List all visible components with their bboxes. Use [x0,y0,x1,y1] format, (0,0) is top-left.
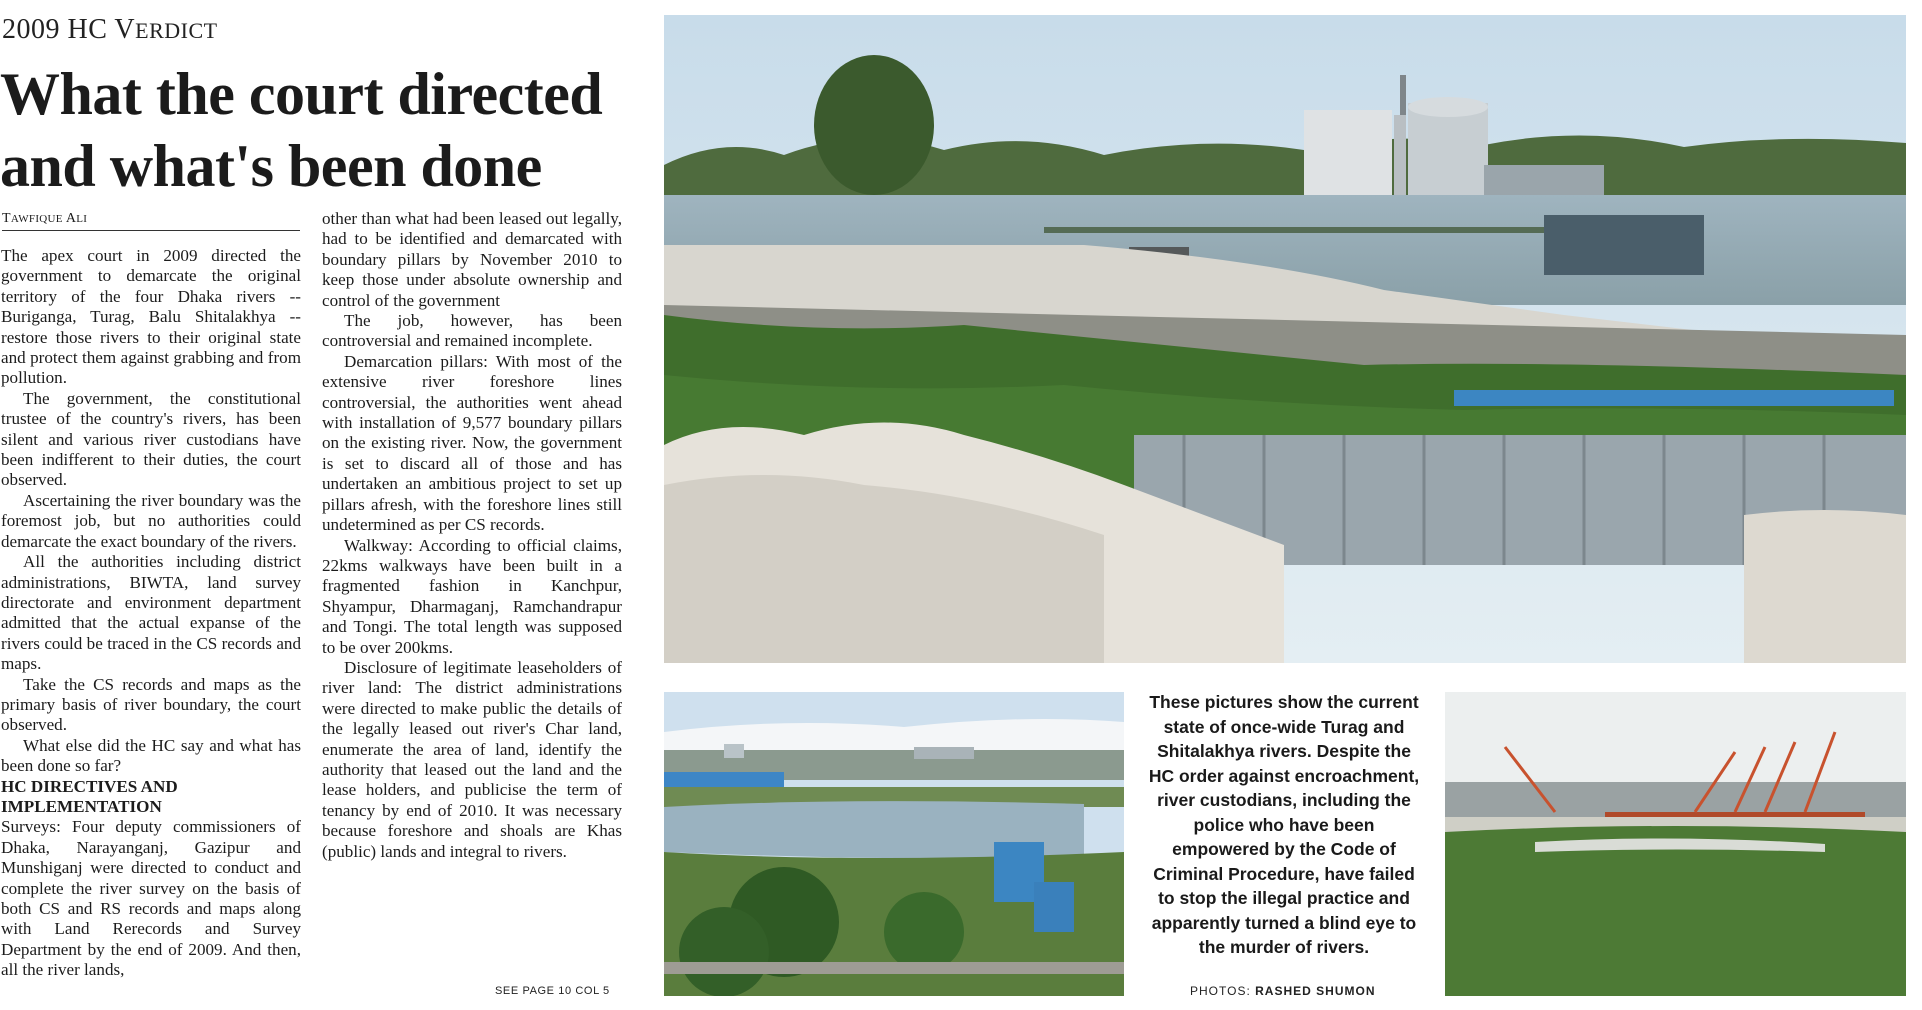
paragraph: other than what had been leased out legally, had to be identified and demarcated with boundary pillars by November 2010 to keep those under absolute ownership and control of the government [322,209,622,310]
article-column-1 [1,246,301,981]
paragraph: All the authorities including district administrations, BIWTA, land survey directorate and environment department admitted that the actual expanse of the rivers could be traced in the CS records and maps. [1,552,301,674]
aerial-river-photo [664,692,1124,996]
kicker [2,14,218,46]
paragraph: Disclosure of legitimate leaseholders of river land: The district administrations were directed to make public the details of the legally leased out river's Char land, enumerate the area of land, identify the authority that leased out the land and the lease holders, and publicise the term of tenancy by end of 2010. It was necessary because foreshore and shoals are Khas (public) lands and integral to rivers. [322,657,622,861]
credit-label: PHOTOS: [1190,984,1251,998]
cranes-river-photo [1445,692,1906,996]
byline-last-rest: LI [76,213,88,225]
headline-line-2: and what's been done [0,133,542,199]
continued-reference: SEE PAGE 10 COL 5 [495,985,610,997]
byline-first-rest: AWFIQUE [10,213,63,225]
photo-credit [1190,984,1375,998]
main-photo [664,15,1906,663]
paragraph: The job, however, has been controversial and remained incomplete. [322,311,622,351]
byline-last-initial: A [65,211,77,226]
byline [2,211,300,231]
paragraph: What else did the HC say and what has been done so far? [1,735,301,776]
paragraph: Walkway: According to official claims, 22kms walkways have been built in a fragmented fashion in Kanchpur, Shyampur, Dharmaganj, Ramchandrapur and Tongi. The total length was supposed to be over 200kms. [322,535,622,657]
subhead: HC DIRECTIVES AND IMPLEMENTATION [1,776,178,816]
paragraph: The government, the constitutional trustee of the country's rivers, has been silent and various river custodians have been indifferent to their duties, the court observed. [1,388,301,490]
paragraph: Ascertaining the river boundary was the foremost job, but no authorities could demarcate the exact boundary of the rivers. [1,490,301,551]
article-column-2 [322,209,622,862]
kicker-prefix: 2009 HC V [2,14,136,45]
kicker-rest: ERDICT [135,18,218,43]
headline-line-1: What the court directed [0,61,603,127]
photo-caption: These pictures show the current state of once-wide Turag and Shitalakhya rivers. Despite the HC order against encroachment, river custodians, including the police who have been empowered by the Code of Criminal Procedure, have failed to stop the illegal practice and apparently turned a blind eye to the murder of rivers. [1148,692,1420,957]
paragraph: Demarcation pillars: With most of the extensive river foreshore lines controversial, the authorities went ahead with installation of 9,577 boundary pillars on the existing river. Now, the government is set to discard all of those and has undertaken an ambitious project to set up pillars afresh, with the foreshore lines still undetermined as per CS records. [322,351,622,535]
paragraph: The apex court in 2009 directed the government to demarcate the original territory of the four Dhaka rivers -- Buriganga, Turag, Balu Shitalakhya -- restore those rivers to their original state and protect them against grabbing and from pollution. [1,246,301,388]
paragraph: Surveys: Four deputy commissioners of Dhaka, Narayanganj, Gazipur and Munshiganj were directed to conduct and complete the river survey on the basis of both CS and RS records and maps along with Land Rerecords and Survey Department by the end of 2009. And then, all the river lands, [1,817,301,980]
byline-initial: T [2,211,11,226]
paragraph: Take the CS records and maps as the primary basis of river boundary, the court observed. [1,674,301,735]
headline [0,58,640,202]
photographer-name: RASHED SHUMON [1255,984,1376,998]
